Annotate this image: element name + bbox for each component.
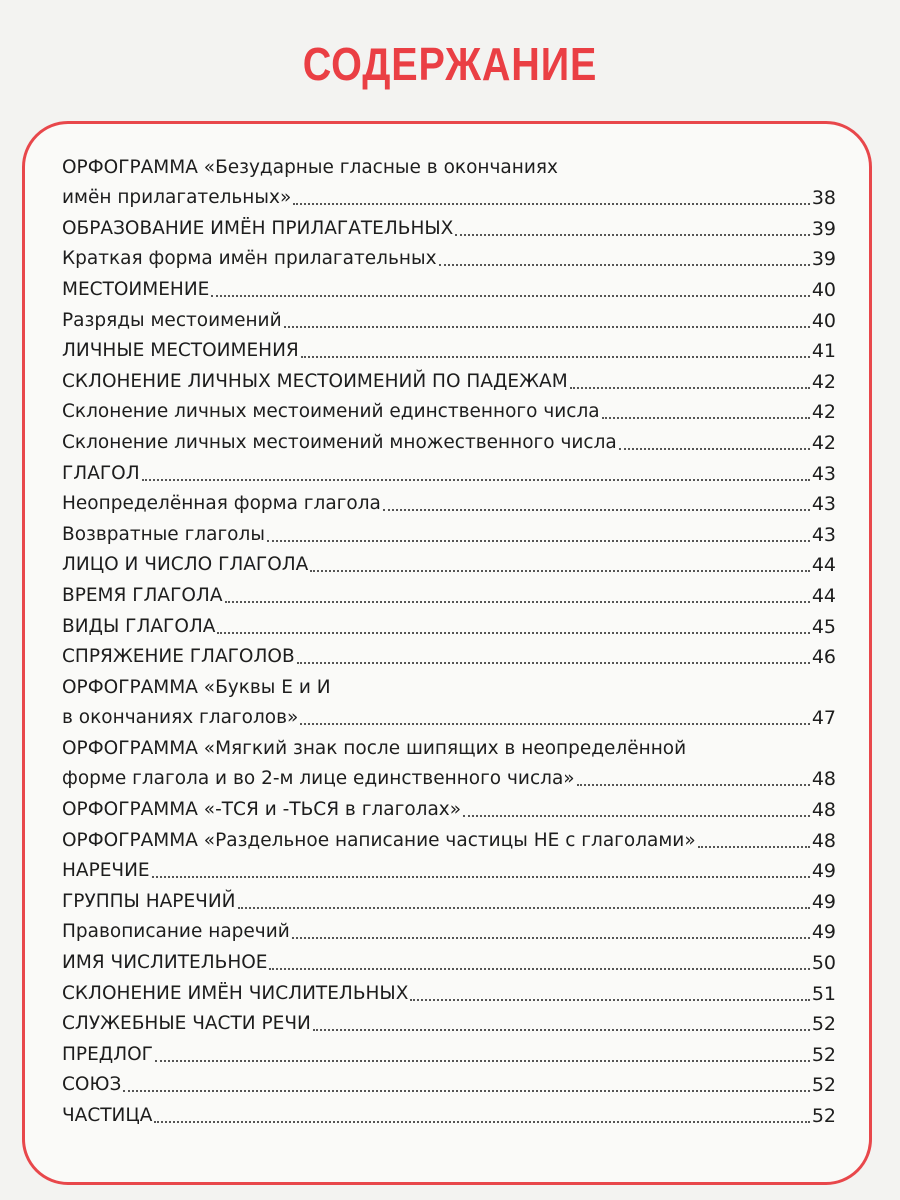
toc-entry-label: СЛУЖЕБНЫЕ ЧАСТИ РЕЧИ bbox=[62, 1013, 311, 1035]
toc-entry-label: ОРФОГРАММА «Безударные гласные в окончаниях bbox=[62, 156, 558, 178]
toc-entry bbox=[62, 1066, 836, 1097]
toc-entry bbox=[62, 668, 836, 699]
toc-entry-page-number: 40 bbox=[811, 309, 836, 332]
toc-entry bbox=[62, 576, 836, 607]
toc-entry-label: Склонение личных местоимений множественного числа bbox=[62, 431, 617, 453]
toc-entry bbox=[62, 882, 836, 913]
dot-leader bbox=[463, 815, 810, 817]
toc-entry-label: СПРЯЖЕНИЕ ГЛАГОЛОВ bbox=[62, 646, 295, 668]
toc-entry-label: ОБРАЗОВАНИЕ ИМЁН ПРИЛАГАТЕЛЬНЫХ bbox=[62, 217, 454, 239]
toc-entry bbox=[62, 790, 836, 821]
toc-entry-label: ОРФОГРАММА «-ТСЯ и -ТЬСЯ в глаголах» bbox=[62, 799, 462, 821]
toc-entry-label: имён прилагательных» bbox=[62, 187, 292, 209]
toc-entry-label: в окончаниях глаголов» bbox=[62, 707, 299, 729]
toc-entry bbox=[62, 515, 836, 546]
toc-entry-page-number: 39 bbox=[811, 217, 836, 240]
toc-entry bbox=[62, 1005, 836, 1036]
dot-leader bbox=[217, 632, 809, 634]
toc-list bbox=[62, 148, 836, 1127]
dot-leader bbox=[297, 662, 810, 664]
toc-entry-label: форме глагола и во 2-м лице единственного числа» bbox=[62, 768, 575, 790]
toc-entry-label: ОРФОГРАММА «Раздельное написание частицы НЕ с глаголами» bbox=[62, 829, 696, 851]
toc-entry-label: ВРЕМЯ ГЛАГОЛА bbox=[62, 584, 223, 606]
dot-leader bbox=[300, 723, 809, 725]
toc-entry-page-number: 49 bbox=[811, 890, 836, 913]
dot-leader bbox=[619, 448, 810, 450]
dot-leader bbox=[284, 326, 810, 328]
dot-leader bbox=[152, 876, 810, 878]
toc-entry-label: СКЛОНЕНИЕ ИМЁН ЧИСЛИТЕЛЬНЫХ bbox=[62, 982, 409, 1004]
toc-entry-page-number: 40 bbox=[811, 278, 836, 301]
toc-entry-label: ГРУППЫ НАРЕЧИЙ bbox=[62, 890, 236, 912]
dot-leader bbox=[301, 356, 810, 358]
toc-entry bbox=[62, 943, 836, 974]
toc-entry-label: ПРЕДЛОГ bbox=[62, 1043, 153, 1065]
dot-leader bbox=[211, 295, 809, 297]
toc-entry bbox=[62, 454, 836, 485]
page-title: СОДЕРЖАНИЕ bbox=[302, 37, 598, 90]
toc-entry-page-number: 51 bbox=[811, 982, 836, 1005]
toc-entry-label: Склонение личных местоимений единственного числа bbox=[62, 401, 600, 423]
toc-entry-label: ОРФОГРАММА «Буквы Е и И bbox=[62, 676, 331, 698]
toc-entry-page-number: 44 bbox=[811, 584, 836, 607]
toc-entry-page-number: 49 bbox=[811, 921, 836, 944]
toc-entry bbox=[62, 821, 836, 852]
toc-entry-label: СОЮЗ bbox=[62, 1074, 122, 1096]
toc-entry-page-number: 52 bbox=[811, 1013, 836, 1036]
toc-entry bbox=[62, 852, 836, 883]
dot-leader bbox=[142, 479, 810, 481]
toc-entry-label: Краткая форма имён прилагательных bbox=[62, 248, 437, 270]
dot-leader bbox=[225, 601, 810, 603]
toc-entry bbox=[62, 240, 836, 271]
toc-entry bbox=[62, 699, 836, 730]
toc-entry bbox=[62, 1035, 836, 1066]
dot-leader bbox=[269, 968, 809, 970]
toc-entry-label: ОРФОГРАММА «Мягкий знак после шипящих в неопределённой bbox=[62, 737, 687, 759]
toc-entry-label: Неопределённая форма глагола bbox=[62, 493, 381, 515]
dot-leader bbox=[155, 1060, 810, 1062]
toc-entry-label: ИМЯ ЧИСЛИТЕЛЬНОЕ bbox=[62, 952, 268, 974]
toc-entry-page-number: 49 bbox=[811, 860, 836, 883]
toc-entry-page-number: 46 bbox=[811, 646, 836, 669]
toc-entry bbox=[62, 974, 836, 1005]
dot-leader bbox=[310, 570, 809, 572]
toc-entry bbox=[62, 179, 836, 210]
toc-entry-label: Правописание наречий bbox=[62, 921, 290, 943]
toc-entry-label: Возвратные глаголы bbox=[62, 523, 265, 545]
toc-entry-label: СКЛОНЕНИЕ ЛИЧНЫХ МЕСТОИМЕНИЙ ПО ПАДЕЖАМ bbox=[62, 370, 568, 392]
toc-entry-page-number: 44 bbox=[811, 554, 836, 577]
toc-entry-page-number: 52 bbox=[811, 1074, 836, 1097]
dot-leader bbox=[383, 509, 810, 511]
toc-entry bbox=[62, 148, 836, 179]
toc-entry bbox=[62, 362, 836, 393]
toc-entry bbox=[62, 607, 836, 638]
toc-entry bbox=[62, 209, 836, 240]
dot-leader bbox=[455, 234, 809, 236]
toc-entry-label: ВИДЫ ГЛАГОЛА bbox=[62, 615, 216, 637]
toc-entry-page-number: 42 bbox=[811, 370, 836, 393]
dot-leader bbox=[410, 999, 809, 1001]
dot-leader bbox=[313, 1029, 810, 1031]
toc-entry-page-number: 52 bbox=[811, 1105, 836, 1127]
dot-leader bbox=[293, 203, 810, 205]
toc-entry bbox=[62, 729, 836, 760]
toc-entry-page-number: 42 bbox=[811, 401, 836, 424]
toc-entry-page-number: 43 bbox=[811, 462, 836, 485]
toc-entry bbox=[62, 913, 836, 944]
toc-entry-label: НАРЕЧИЕ bbox=[62, 860, 150, 882]
toc-entry bbox=[62, 301, 836, 332]
toc-entry bbox=[62, 1096, 836, 1127]
toc-entry-page-number: 52 bbox=[811, 1043, 836, 1066]
toc-entry bbox=[62, 485, 836, 516]
toc-entry bbox=[62, 270, 836, 301]
toc-entry bbox=[62, 332, 836, 363]
toc-entry-label: ЛИЧНЫЕ МЕСТОИМЕНИЯ bbox=[62, 340, 299, 362]
dot-leader bbox=[238, 907, 810, 909]
dot-leader bbox=[698, 846, 810, 848]
toc-entry-page-number: 48 bbox=[811, 799, 836, 822]
toc-entry-page-number: 48 bbox=[811, 768, 836, 791]
dot-leader bbox=[602, 417, 810, 419]
dot-leader bbox=[292, 937, 810, 939]
dot-leader bbox=[439, 264, 810, 266]
toc-entry-page-number: 41 bbox=[811, 340, 836, 363]
toc-entry bbox=[62, 423, 836, 454]
toc-entry-page-number: 43 bbox=[811, 523, 836, 546]
toc-entry-label: ГЛАГОЛ bbox=[62, 462, 140, 484]
toc-entry-page-number: 45 bbox=[811, 615, 836, 638]
toc-entry-page-number: 39 bbox=[811, 248, 836, 271]
toc-entry-page-number: 42 bbox=[811, 431, 836, 454]
toc-entry-page-number: 38 bbox=[811, 187, 836, 210]
dot-leader bbox=[154, 1121, 809, 1123]
toc-entry-page-number: 47 bbox=[811, 707, 836, 730]
toc-entry-label: ЛИЦО И ЧИСЛО ГЛАГОЛА bbox=[62, 554, 309, 576]
toc-entry-label: Разряды местоимений bbox=[62, 309, 282, 331]
dot-leader bbox=[577, 784, 810, 786]
dot-leader bbox=[123, 1090, 810, 1092]
toc-entry bbox=[62, 638, 836, 669]
toc-entry-label: МЕСТОИМЕНИЕ bbox=[62, 278, 210, 300]
toc-entry-page-number: 48 bbox=[811, 829, 836, 852]
toc-entry bbox=[62, 760, 836, 791]
toc-entry-page-number: 50 bbox=[811, 952, 836, 975]
toc-entry bbox=[62, 546, 836, 577]
toc-entry-page-number: 43 bbox=[811, 493, 836, 516]
dot-leader bbox=[267, 540, 810, 542]
dot-leader bbox=[570, 387, 810, 389]
toc-entry bbox=[62, 393, 836, 424]
toc-entry-label: ЧАСТИЦА bbox=[62, 1105, 153, 1126]
